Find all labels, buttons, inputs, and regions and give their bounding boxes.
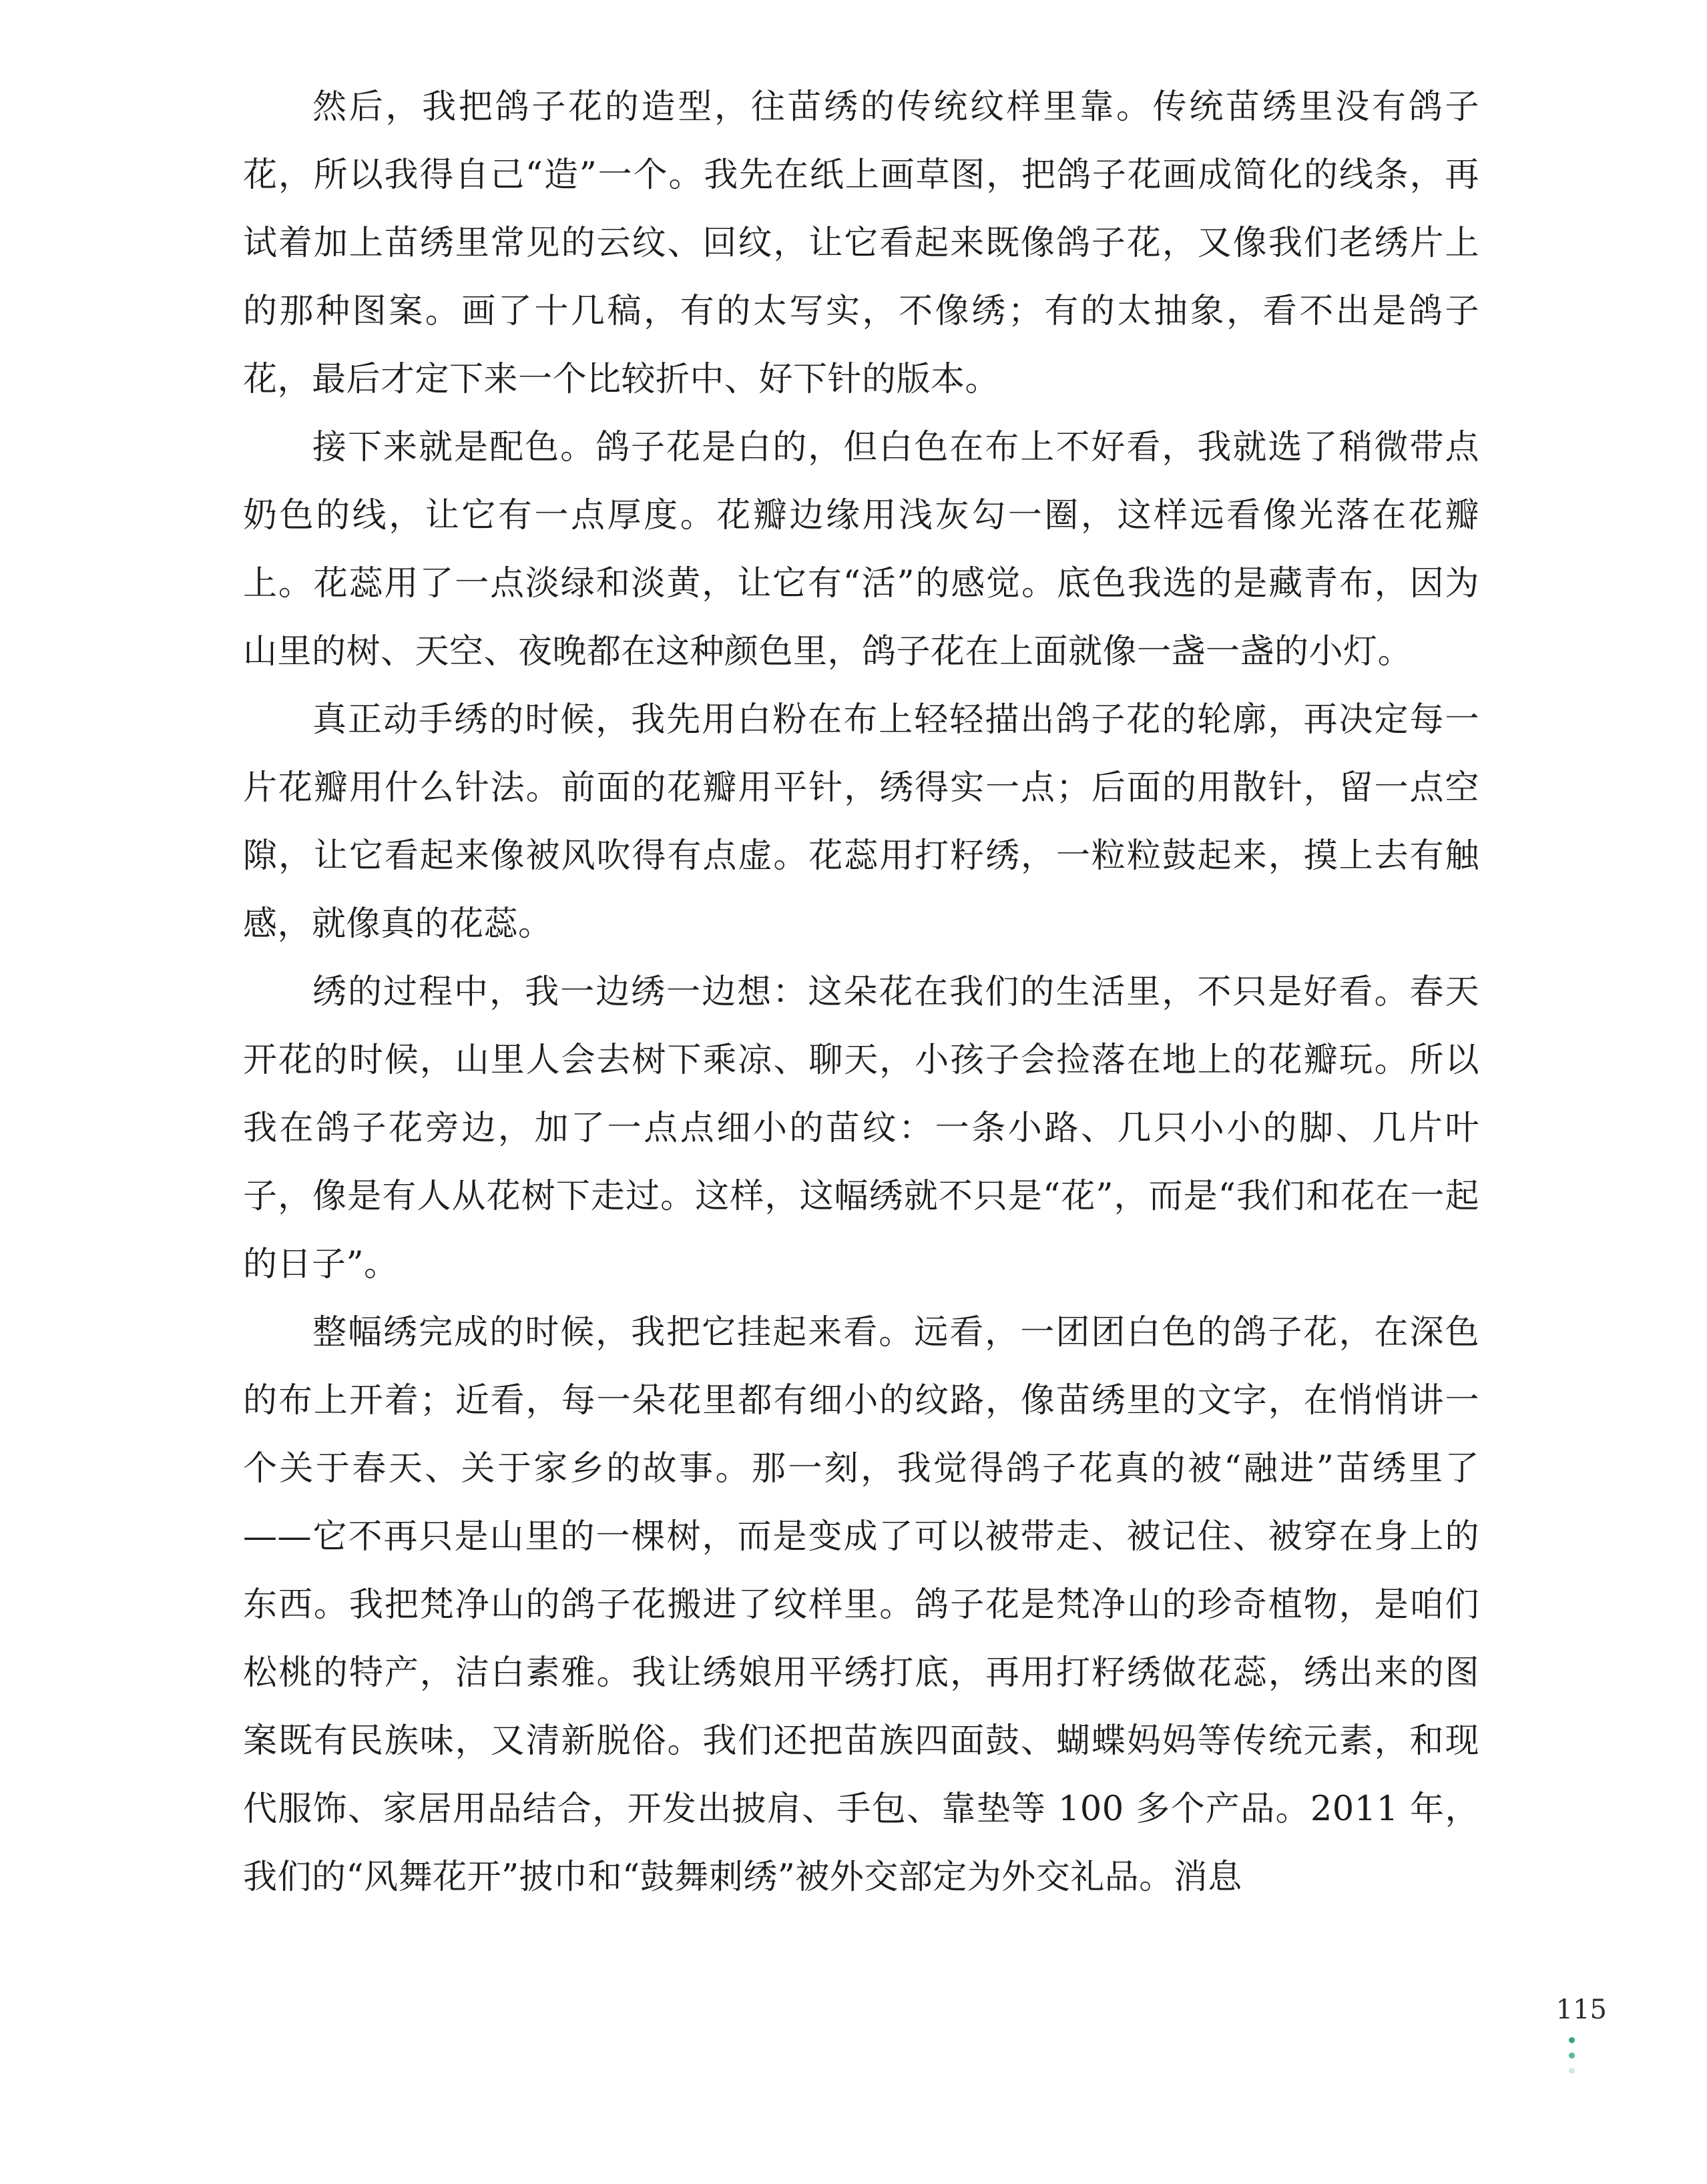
page-number: 115	[1555, 1994, 1607, 2025]
dot-icon-3	[1569, 2068, 1575, 2074]
dot-icon-2	[1569, 2053, 1575, 2059]
paragraph-4: 绣的过程中，我一边绣一边想：这朵花在我们的生活里，不只是好看。春天开花的时候，山里人会去树下乘凉、聊天，小孩子会捡落在地上的花瓣玩。所以我在鸽子花旁边，加了一点点细小的苗纹：一条小路、几只小小的脚、几片叶子，像是有人从花树下走过。这样，这幅绣就不只是“花”，而是“我们和花在一起的日子”。	[243, 973, 1479, 1284]
paragraph-5: 整幅绣完成的时候，我把它挂起来看。远看，一团团白色的鸽子花，在深色的布上开着；近看，每一朵花里都有细小的纹路，像苗绣里的文字，在悄悄讲一个关于春天、关于家乡的故事。那一刻，我觉得鸽子花真的被“融进”苗绣里了——它不再只是山里的一棵树，而是变成了可以被带走、被记住、被穿在身上的东西。我把梵净山的鸽子花搬进了纹样里。鸽子花是梵净山的珍奇植物，是咱们松桃的特产，洁白素雅。我让绣娘用平绣打底，再用打籽绣做花蕊，绣出来的图案既有民族味，又清新脱俗。我们还把苗族四面鼓、蝴蝶妈妈等传统元素，和现代服饰、家居用品结合，开发出披肩、手包、靠垫等 100 多个产品。2011 年，我们的“风舞花开”披巾和“鼓舞刺绣”被外交部定为外交礼品。消息	[243, 1313, 1479, 1897]
paragraph-1: 然后，我把鸽子花的造型，往苗绣的传统纹样里靠。传统苗绣里没有鸽子花，所以我得自己“造”一个。我先在纸上画草图，把鸽子花画成简化的线条，再试着加上苗绣里常见的云纹、回纹，让它看起来既像鸽子花，又像我们老绣片上的那种图案。画了十几稿，有的太写实，不像绣；有的太抽象，看不出是鸽子花，最后才定下来一个比较折中、好下针的版本。	[243, 87, 1479, 399]
body-text	[243, 73, 1479, 1912]
paragraph-3: 真正动手绣的时候，我先用白粉在布上轻轻描出鸽子花的轮廓，再决定每一片花瓣用什么针法。前面的花瓣用平针，绣得实一点；后面的用散针，留一点空隙，让它看起来像被风吹得有点虚。花蕊用打籽绣，一粒粒鼓起来，摸上去有触感，就像真的花蕊。	[243, 700, 1479, 944]
paragraph-2: 接下来就是配色。鸽子花是白的，但白色在布上不好看，我就选了稍微带点奶色的线，让它有一点厚度。花瓣边缘用浅灰勾一圈，这样远看像光落在花瓣上。花蕊用了一点淡绿和淡黄，让它有“活”的感觉。底色我选的是藏青布，因为山里的树、天空、夜晚都在这种颜色里，鸽子花在上面就像一盏一盏的小灯。	[243, 428, 1479, 671]
dot-icon-1	[1569, 2037, 1575, 2043]
page-dots-ornament	[1569, 2037, 1575, 2083]
